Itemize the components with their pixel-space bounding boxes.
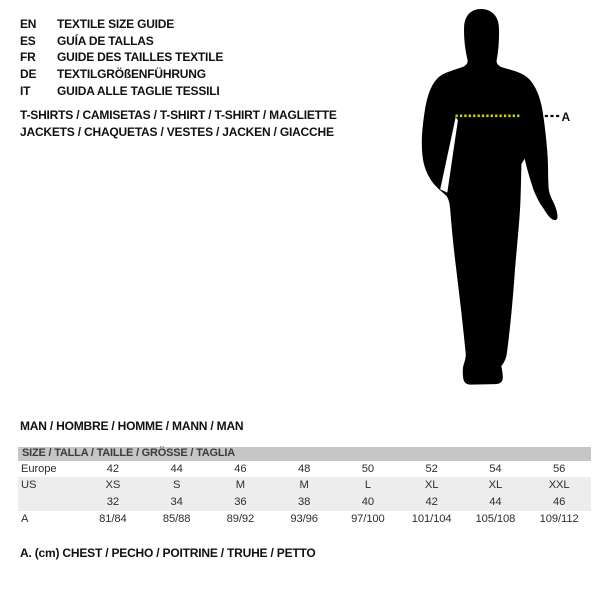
size-value: 42 [425,495,438,508]
table-row-chest-a [18,511,591,528]
list-item [20,33,223,50]
size-value: 32 [106,495,119,508]
list-item [20,83,223,100]
language-title: GUÍA DE TALLAS [57,33,154,48]
section-title-man: MAN / HOMBRE / HOMME / MANN / MAN [20,419,244,433]
size-table [18,447,591,527]
garment-categories [20,107,337,141]
size-value: 38 [298,495,311,508]
size-value: 56 [553,462,566,475]
size-value: 93/96 [290,512,318,525]
size-value: S [172,479,181,492]
size-value: XXL [548,479,570,492]
size-value: 36 [234,495,247,508]
size-value: 46 [553,495,566,508]
table-row-us-numeric [18,494,591,511]
size-value: L [364,479,371,492]
table-row-us [18,477,591,494]
chest-measure-footnote: A. (cm) CHEST / PECHO / POITRINE / TRUHE / PETTO [20,546,316,560]
size-value: 40 [361,495,374,508]
size-value: XS [105,479,121,492]
list-item [20,49,223,66]
size-value: 42 [106,462,119,475]
size-value: XL [424,479,439,492]
row-label: Europe [21,462,57,475]
size-value: 97/100 [351,512,385,525]
language-title: TEXTILE SIZE GUIDE [57,17,175,31]
size-value: 54 [489,462,502,475]
language-code: ES [20,33,36,48]
size-value: 109/112 [539,512,579,525]
size-value: 44 [170,462,183,475]
size-value: 48 [298,462,311,475]
man-silhouette-svg [400,0,600,400]
language-code: EN [20,17,37,31]
size-value: 44 [489,495,502,508]
size-value: 34 [170,495,183,508]
language-title-list [20,16,223,99]
language-title: GUIDA ALLE TAGLIE TESSILI [57,83,220,98]
language-code: DE [20,67,37,82]
size-value: M [235,479,245,492]
size-value: 89/92 [226,512,255,525]
category-line-jackets: JACKETS / CHAQUETAS / VESTES / JACKEN / GIACCHE [20,124,334,139]
row-label: US [21,479,37,492]
size-value: 52 [425,462,438,475]
measure-label-a: A [561,110,571,124]
language-title: TEXTILGRÖßENFÜHRUNG [57,67,206,82]
language-code: IT [20,83,31,98]
size-value: 85/88 [162,512,191,525]
row-label [18,494,81,511]
size-value: 105/108 [475,512,516,525]
row-label: A [21,512,29,525]
language-code: FR [20,50,36,65]
size-value: 46 [234,462,247,475]
language-title: GUIDE DES TAILLES TEXTILE [57,50,224,65]
size-value: XL [488,479,503,492]
size-table-header: SIZE / TALLA / TAILLE / GRÖSSE / TAGLIA [18,447,591,461]
category-line-tshirts: T-SHIRTS / CAMISETAS / T-SHIRT / T-SHIRT / MAGLIETTE [20,108,337,122]
list-item [20,66,223,83]
size-value: 101/104 [411,512,452,525]
man-figure [400,0,600,400]
size-value: 50 [361,462,374,475]
man-silhouette [422,9,558,385]
size-value: 81/84 [99,512,127,525]
table-row-europe [18,461,591,478]
size-value: M [299,479,309,492]
list-item [20,16,223,33]
